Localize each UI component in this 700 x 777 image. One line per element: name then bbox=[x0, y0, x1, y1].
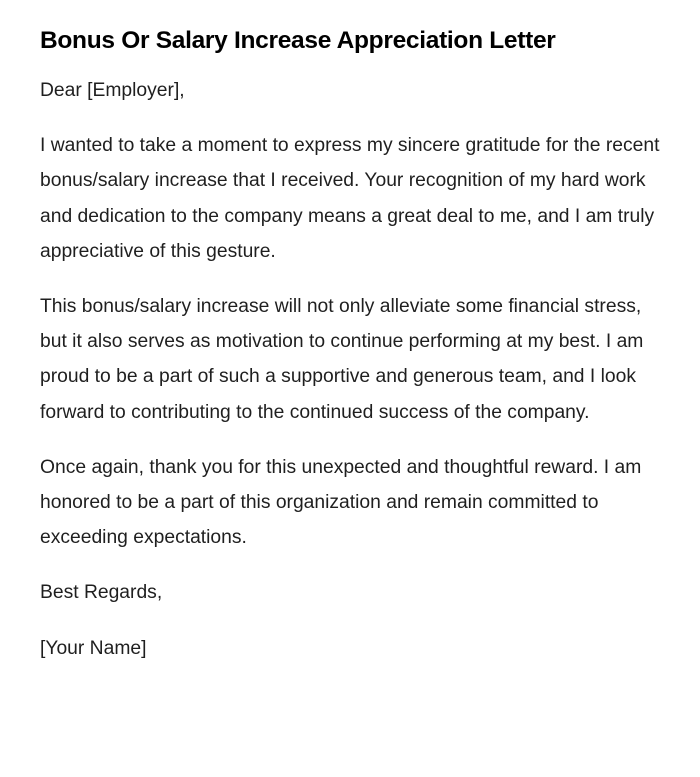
letter-closing: Best Regards, bbox=[40, 582, 163, 604]
letter-paragraph-1: I wanted to take a moment to express my sincere gratitude for the recent bonus/salary increase that I received. Your recognition of my hard work and dedication to the company means a great deal to me, and I am truly appreciative of this gesture. bbox=[40, 135, 660, 262]
letter-title: Bonus Or Salary Increase Appreciation Letter bbox=[40, 27, 556, 54]
letter-signature: [Your Name] bbox=[40, 637, 147, 659]
letter-paragraph-3: Once again, thank you for this unexpected and thoughtful reward. I am honored to be a part of this organization and remain committed to exceeding expectations. bbox=[40, 456, 642, 549]
letter-paragraph-2: This bonus/salary increase will not only alleviate some financial stress, but it also serves as motivation to continue performing at my best. I am proud to be a part of such a supportive and generous team, and I look forward to contributing to the continued success of the company. bbox=[40, 296, 644, 423]
letter-greeting: Dear [Employer], bbox=[40, 80, 185, 101]
